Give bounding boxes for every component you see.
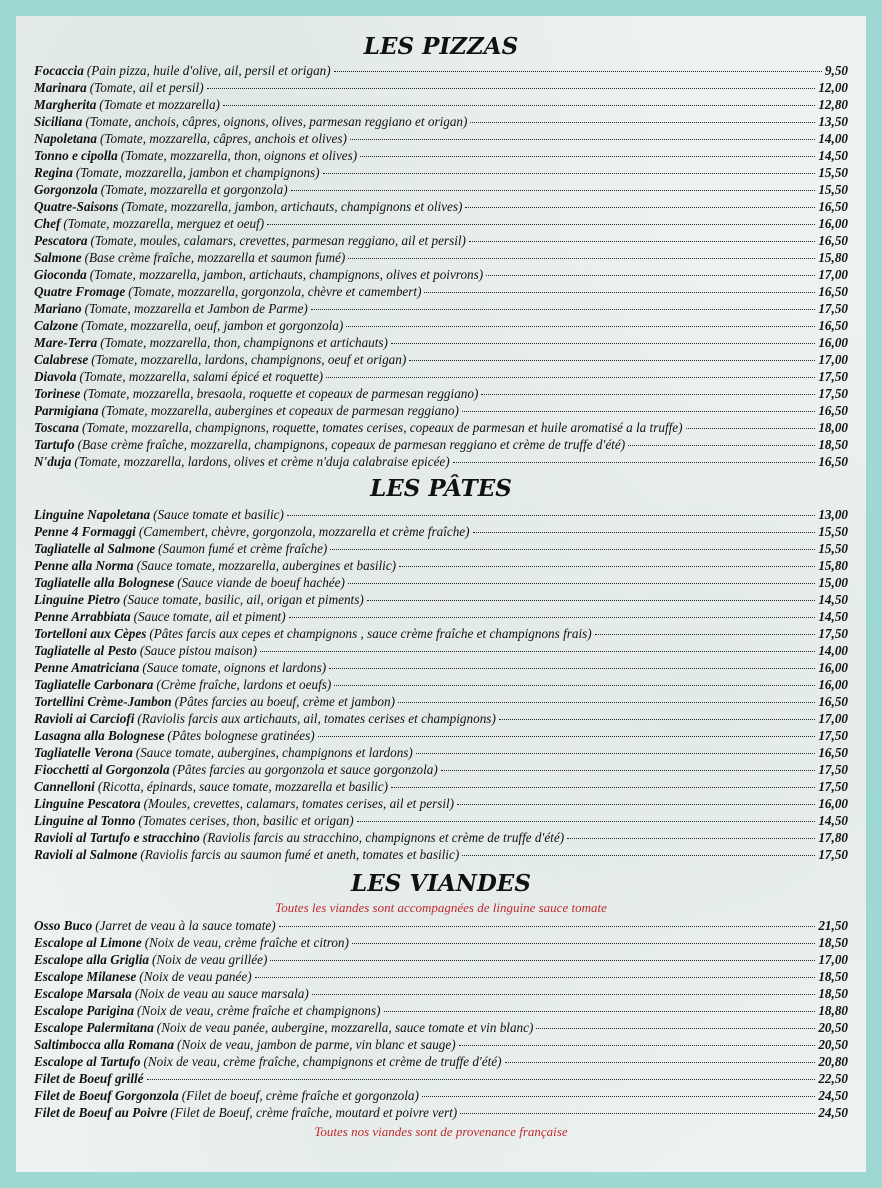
menu-item-description: (Jarret de veau à la sauce tomate) [95, 918, 276, 933]
dot-leader [499, 719, 815, 720]
dot-leader [291, 190, 816, 191]
menu-item-description: (Sauce tomate et basilic) [153, 507, 284, 522]
menu-item-name: Penne Arrabbiata [34, 609, 131, 624]
menu-item [34, 266, 848, 283]
menu-item-name: Linguine Pietro [34, 592, 121, 607]
menu-item-description: (Tomate, mozzarella, câpres, anchois et olives) [100, 131, 347, 146]
menu-item-price: 20,50 [818, 1037, 848, 1052]
menu-item-description: (Sauce viande de boeuf hachée) [177, 575, 345, 590]
menu-item [34, 351, 848, 368]
menu-item [34, 1104, 848, 1121]
menu-item-name: Focaccia [34, 63, 84, 78]
menu-item-price: 14,00 [818, 643, 848, 658]
menu-item-name: Tartufo [34, 437, 75, 452]
dot-leader [357, 821, 816, 822]
menu-item-description: (Tomate, mozzarella et gorgonzola) [100, 182, 288, 197]
menu-item-description: (Raviolis farcis aux artichauts, ail, tomates cerises et champignons) [137, 711, 496, 726]
menu-item-price: 18,00 [818, 420, 848, 435]
menu-item-name: Tagliatelle Verona [34, 745, 133, 760]
dot-leader [391, 787, 815, 788]
menu-item-price: 20,50 [818, 1020, 848, 1035]
menu-item-name: Tonno e cipolla [34, 148, 118, 163]
menu-item-price: 17,80 [818, 830, 848, 845]
menu-item [34, 608, 848, 625]
menu-item [34, 506, 848, 523]
menu-item [34, 249, 848, 266]
menu-item-price: 13,00 [818, 507, 848, 522]
menu-item-name: Gioconda [34, 267, 87, 282]
menu-item [34, 79, 848, 96]
menu-item [34, 164, 848, 181]
menu-item-description: (Tomate, mozzarella, thon, oignons et olives) [120, 148, 358, 163]
menu-item [34, 985, 848, 1002]
menu-item-description: (Tomate, mozzarella, lardons, champignons, oeuf et origan) [91, 352, 407, 367]
menu-item-description: (Sauce tomate, mozzarella, aubergines et basilic) [136, 558, 397, 573]
menu-item-price: 24,50 [818, 1088, 848, 1103]
menu-item-price: 17,50 [818, 301, 848, 316]
dot-leader [312, 994, 816, 995]
menu-item [34, 574, 848, 591]
menu-item-price: 17,50 [818, 847, 848, 862]
menu-item-description: (Tomate, mozzarella, gorgonzola, chèvre et camembert) [128, 284, 422, 299]
menu-item [34, 693, 848, 710]
menu-item-name: Escalope Marsala [34, 986, 132, 1001]
menu-item-name: Tortelloni aux Cèpes [34, 626, 147, 641]
dot-leader [486, 275, 815, 276]
menu-item-name: Cannelloni [34, 779, 95, 794]
menu-item-price: 17,00 [818, 267, 848, 282]
menu-item-name: Penne Amatriciana [34, 660, 140, 675]
menu-item-price: 17,00 [818, 952, 848, 967]
menu-item-price: 9,50 [824, 63, 848, 78]
dot-leader [348, 583, 815, 584]
menu-item-name: Toscana [34, 420, 79, 435]
menu-item [34, 659, 848, 676]
dot-leader [505, 1062, 816, 1063]
dot-leader [323, 173, 816, 174]
viandes-note-top: Toutes les viandes sont accompagnées de linguine sauce tomate [275, 900, 607, 915]
menu-item-name: Ravioli al Salmone [34, 847, 138, 862]
dot-leader [459, 1045, 816, 1046]
menu-item-name: Diavola [34, 369, 77, 384]
dot-leader [470, 122, 815, 123]
dot-leader [207, 88, 816, 89]
menu-item-price: 16,50 [818, 454, 848, 469]
menu-item-description: (Tomate, moules, calamars, crevettes, parmesan reggiano, ail et persil) [90, 233, 466, 248]
menu-item-price: 15,50 [818, 524, 848, 539]
menu-item-description: (Base crème fraîche, mozzarella, champignons, copeaux de parmesan reggiano et crème de truffe d'été) [77, 437, 626, 452]
menu-item-name: Parmigiana [34, 403, 99, 418]
menu-item-price: 17,00 [818, 352, 848, 367]
menu-item-name: Linguine Pescatora [34, 796, 141, 811]
menu-item-name: Saltimbocca alla Romana [34, 1037, 174, 1052]
dot-leader [424, 292, 815, 293]
menu-item [34, 642, 848, 659]
dot-leader [469, 241, 815, 242]
dot-leader [346, 326, 815, 327]
dot-leader [260, 651, 815, 652]
dot-leader [453, 462, 816, 463]
menu-item-description: (Noix de veau panée) [139, 969, 252, 984]
menu-item-description: (Crème fraîche, lardons et oeufs) [156, 677, 332, 692]
menu-item-description: (Noix de veau panée, aubergine, mozzarella, sauce tomate et vin blanc) [156, 1020, 534, 1035]
dot-leader [595, 634, 816, 635]
menu-item-price: 16,00 [818, 660, 848, 675]
dot-leader [348, 258, 815, 259]
dot-leader [352, 943, 815, 944]
menu-item-description: (Tomate, mozzarella, lardons, olives et crème n'duja calabraise epicée) [74, 454, 450, 469]
menu-item-price: 12,80 [818, 97, 848, 112]
menu-item-description: (Tomate et mozzarella) [99, 97, 220, 112]
menu-item-price: 17,50 [818, 728, 848, 743]
menu-item-price: 17,00 [818, 711, 848, 726]
menu-item-price: 15,80 [818, 250, 848, 265]
menu-item-price: 14,50 [818, 609, 848, 624]
menu-item-name: Napoletana [34, 131, 98, 146]
menu-item-name: Tortellini Crème-Jambon [34, 694, 172, 709]
menu-item-price: 14,50 [818, 813, 848, 828]
section-title-viandes: LES VIANDES [351, 870, 531, 897]
menu-item-price: 14,50 [818, 592, 848, 607]
menu-item-description: (Moules, crevettes, calamars, tomates cerises, ail et persil) [143, 796, 455, 811]
dot-leader [367, 600, 816, 601]
menu-item-name: Filet de Boeuf Gorgonzola [34, 1088, 179, 1103]
dot-leader [473, 532, 816, 533]
menu-item [34, 1036, 848, 1053]
menu-item [34, 147, 848, 164]
menu-item [34, 1019, 848, 1036]
menu-item-name: Lasagna alla Bolognese [34, 728, 165, 743]
meat-list [34, 917, 848, 1121]
menu-item-description: (Camembert, chèvre, gorgonzola, mozzarella et crème fraîche) [138, 524, 470, 539]
menu-item-description: (Tomates cerises, thon, basilic et origan) [138, 813, 354, 828]
menu-item [34, 198, 848, 215]
dot-leader [289, 617, 816, 618]
menu-item-description: (Noix de veau, crème fraîche, champignons et crème de truffe d'été) [143, 1054, 502, 1069]
menu-item-price: 15,50 [818, 182, 848, 197]
dot-leader [391, 343, 815, 344]
menu-item [34, 215, 848, 232]
menu-item-name: Quatre Fromage [34, 284, 126, 299]
menu-item-name: Chef [34, 216, 61, 231]
menu-item-description: (Pain pizza, huile d'olive, ail, persil et origan) [86, 63, 331, 78]
menu-item-name: Calabrese [34, 352, 89, 367]
menu-item-name: Fiocchetti al Gorgonzola [34, 762, 170, 777]
menu-item [34, 300, 848, 317]
menu-item [34, 130, 848, 147]
menu-item-price: 12,00 [818, 80, 848, 95]
menu-item-description: (Sauce tomate, basilic, ail, origan et piments) [123, 592, 364, 607]
menu-item-name: Gorgonzola [34, 182, 98, 197]
menu-item-price: 16,50 [818, 403, 848, 418]
menu-item [34, 62, 848, 79]
menu-item-name: N'duja [34, 454, 72, 469]
menu-item-price: 16,50 [818, 233, 848, 248]
menu-item [34, 232, 848, 249]
dot-leader [409, 360, 815, 361]
menu-item-description: (Sauce tomate, aubergines, champignons et lardons) [135, 745, 413, 760]
menu-item-price: 21,50 [818, 918, 848, 933]
menu-item-description: (Tomate, mozzarella et Jambon de Parme) [84, 301, 308, 316]
menu-item-description: (Pâtes farcies au gorgonzola et sauce gorgonzola) [172, 762, 438, 777]
menu-item-name: Mare-Terra [34, 335, 98, 350]
menu-item-description: (Filet de boeuf, crème fraîche et gorgonzola) [181, 1088, 419, 1103]
menu-item [34, 1087, 848, 1104]
menu-item-name: Penne 4 Formaggi [34, 524, 136, 539]
menu-item [34, 968, 848, 985]
dot-leader [422, 1096, 815, 1097]
menu-item-description: (Tomate, mozzarella, oeuf, jambon et gorgonzola) [80, 318, 344, 333]
dot-leader [267, 224, 815, 225]
menu-item-description: (Sauce tomate, oignons et lardons) [142, 660, 327, 675]
menu-item-price: 16,50 [818, 318, 848, 333]
menu-item [34, 812, 848, 829]
menu-item-description: (Noix de veau, jambon de parme, vin blanc et sauge) [176, 1037, 456, 1052]
menu-item [34, 727, 848, 744]
dot-leader [462, 411, 815, 412]
menu-item-description: (Noix de veau, crème fraîche et champignons) [137, 1003, 381, 1018]
menu-item [34, 385, 848, 402]
menu-item [34, 846, 848, 863]
menu-item-price: 16,50 [818, 284, 848, 299]
menu-item-description: (Sauce pistou maison) [139, 643, 258, 658]
menu-item-description: (Noix de veau grillée) [152, 952, 268, 967]
menu-item-name: Quatre-Saisons [34, 199, 119, 214]
menu-item-description: (Saumon fumé et crème fraîche) [158, 541, 328, 556]
menu-item [34, 795, 848, 812]
menu-item-name: Calzone [34, 318, 78, 333]
menu-item [34, 113, 848, 130]
menu-item-description: (Tomate, ail et persil) [89, 80, 204, 95]
section-title-pizzas: LES PIZZAS [363, 33, 519, 60]
menu-item [34, 744, 848, 761]
menu-item-description: (Tomate, mozzarella, jambon, artichauts, champignons et olives) [121, 199, 463, 214]
menu-item [34, 453, 848, 470]
menu-item-name: Regina [34, 165, 73, 180]
menu-item [34, 419, 848, 436]
menu-item-description: (Tomate, mozzarella, merguez et oeuf) [63, 216, 265, 231]
menu-item [34, 368, 848, 385]
menu-item-name: Filet de Boeuf au Poivre [34, 1105, 168, 1120]
menu-item [34, 317, 848, 334]
menu-item-description: (Tomate, mozzarella, thon, champignons et artichauts) [100, 335, 388, 350]
menu-item-price: 15,50 [818, 541, 848, 556]
menu-item-name: Tagliatelle al Pesto [34, 643, 137, 658]
menu-item-price: 16,00 [818, 796, 848, 811]
menu-item [34, 283, 848, 300]
menu-item [34, 591, 848, 608]
menu-item-name: Linguine al Tonno [34, 813, 136, 828]
dot-leader [567, 838, 815, 839]
section-title-pates: LES PÂTES [370, 475, 512, 502]
menu-item-name: Pescatora [34, 233, 88, 248]
menu-item [34, 557, 848, 574]
menu-item-description: (Pâtes farcis aux cepes et champignons , sauce crème fraîche et champignons frais) [149, 626, 592, 641]
menu-page [16, 16, 866, 1172]
menu-item-description: (Noix de veau au sauce marsala) [134, 986, 309, 1001]
dot-leader [457, 804, 815, 805]
menu-item-price: 16,00 [818, 335, 848, 350]
menu-item [34, 96, 848, 113]
menu-item-price: 16,50 [818, 745, 848, 760]
menu-item-name: Marinara [34, 80, 87, 95]
menu-item-description: (Raviolis farcis au saumon fumé et aneth, tomates et basilic) [140, 847, 460, 862]
menu-item [34, 334, 848, 351]
menu-item-description: (Filet de Boeuf, crème fraîche, moutard et poivre vert) [170, 1105, 458, 1120]
menu-item-price: 17,50 [818, 386, 848, 401]
menu-item-price: 16,00 [818, 677, 848, 692]
menu-item-name: Escalope Parigina [34, 1003, 135, 1018]
menu-item-name: Escalope Milanese [34, 969, 137, 984]
menu-item-name: Siciliana [34, 114, 83, 129]
menu-item-name: Filet de Boeuf grillé [34, 1071, 144, 1086]
menu-item-name: Ravioli ai Carciofi [34, 711, 135, 726]
menu-item [34, 951, 848, 968]
menu-item-name: Margherita [34, 97, 97, 112]
menu-item-price: 15,00 [818, 575, 848, 590]
menu-item-name: Mariano [34, 301, 82, 316]
menu-item-description: (Pâtes farcies au boeuf, crème et jambon) [174, 694, 395, 709]
menu-item-price: 17,50 [818, 626, 848, 641]
menu-item [34, 1053, 848, 1070]
menu-item-name: Escalope Palermitana [34, 1020, 154, 1035]
menu-item-name: Escalope al Tartufo [34, 1054, 141, 1069]
menu-item-price: 16,50 [818, 199, 848, 214]
menu-item-name: Penne alla Norma [34, 558, 134, 573]
dot-leader [147, 1079, 816, 1080]
menu-item-price: 16,00 [818, 216, 848, 231]
menu-item [34, 829, 848, 846]
menu-item-description: (Base crème fraîche, mozzarella et saumon fumé) [84, 250, 346, 265]
dot-leader [329, 668, 815, 669]
menu-item [34, 934, 848, 951]
dot-leader [481, 394, 815, 395]
dot-leader [330, 549, 815, 550]
menu-item [34, 625, 848, 642]
dot-leader [287, 515, 815, 516]
menu-item-name: Osso Buco [34, 918, 93, 933]
menu-item-price: 13,50 [818, 114, 848, 129]
menu-item-price: 20,80 [818, 1054, 848, 1069]
menu-item-description: (Sauce tomate, ail et piment) [133, 609, 286, 624]
menu-item-price: 15,80 [818, 558, 848, 573]
dot-leader [255, 977, 816, 978]
dot-leader [279, 926, 816, 927]
menu-item [34, 917, 848, 934]
menu-item-price: 18,50 [818, 969, 848, 984]
menu-item-name: Ravioli al Tartufo e stracchino [34, 830, 200, 845]
menu-item [34, 523, 848, 540]
menu-item-name: Linguine Napoletana [34, 507, 151, 522]
menu-item-description: (Tomate, mozzarella, bresaola, roquette et copeaux de parmesan reggiano) [83, 386, 479, 401]
menu-item [34, 436, 848, 453]
dot-leader [350, 139, 815, 140]
menu-item-name: Tagliatelle Carbonara [34, 677, 154, 692]
menu-item-price: 18,80 [818, 1003, 848, 1018]
menu-item [34, 181, 848, 198]
menu-item [34, 778, 848, 795]
dot-leader [360, 156, 815, 157]
menu-item-description: (Ricotta, épinards, sauce tomate, mozzarella et basilic) [97, 779, 389, 794]
menu-item-price: 14,50 [818, 148, 848, 163]
dot-leader [318, 736, 816, 737]
menu-item-name: Salmone [34, 250, 82, 265]
menu-item [34, 402, 848, 419]
menu-item-name: Torinese [34, 386, 81, 401]
viandes-note-bottom: Toutes nos viandes sont de provenance française [314, 1124, 568, 1139]
dot-leader [223, 105, 815, 106]
menu-item-description: (Tomate, mozzarella, jambon, artichauts, champignons, olives et poivrons) [89, 267, 484, 282]
dot-leader [398, 702, 815, 703]
menu-item-price: 18,50 [818, 935, 848, 950]
dot-leader [326, 377, 815, 378]
menu-item-description: (Pâtes bolognese gratinées) [167, 728, 315, 743]
menu-item-price: 17,50 [818, 762, 848, 777]
menu-item [34, 1070, 848, 1087]
menu-item-description: (Tomate, anchois, câpres, oignons, olives, parmesan reggiano et origan) [85, 114, 468, 129]
pasta-list [34, 506, 848, 863]
menu-item [34, 676, 848, 693]
dot-leader [384, 1011, 816, 1012]
dot-leader [536, 1028, 815, 1029]
dot-leader [686, 428, 816, 429]
menu-item [34, 710, 848, 727]
menu-item-description: (Tomate, mozzarella, champignons, roquette, tomates cerises, copeaux de parmesan et huile aromatisé a la truffe) [81, 420, 683, 435]
menu-item-price: 18,50 [818, 986, 848, 1001]
dot-leader [311, 309, 816, 310]
menu-item-price: 16,50 [818, 694, 848, 709]
menu-item-price: 14,00 [818, 131, 848, 146]
dot-leader [334, 685, 815, 686]
dot-leader [399, 566, 815, 567]
menu-item-description: (Tomate, mozzarella, jambon et champignons) [75, 165, 320, 180]
menu-item-description: (Tomate, mozzarella, salami épicé et roquette) [79, 369, 324, 384]
menu-item-description: (Tomate, mozzarella, aubergines et copeaux de parmesan reggiano) [101, 403, 459, 418]
menu-item-name: Tagliatelle al Salmone [34, 541, 156, 556]
menu-item-description: (Raviolis farcis au stracchino, champignons et crème de truffe d'été) [202, 830, 565, 845]
dot-leader [416, 753, 816, 754]
dot-leader [465, 207, 815, 208]
menu-item-price: 22,50 [818, 1071, 848, 1086]
menu-item-name: Escalope al Limone [34, 935, 142, 950]
menu-item-price: 15,50 [818, 165, 848, 180]
menu-item [34, 540, 848, 557]
menu-item-price: 17,50 [818, 779, 848, 794]
dot-leader [462, 855, 815, 856]
dot-leader [270, 960, 815, 961]
menu-item [34, 1002, 848, 1019]
pizza-list [34, 62, 848, 470]
dot-leader [628, 445, 815, 446]
dot-leader [441, 770, 816, 771]
menu-item-price: 18,50 [818, 437, 848, 452]
dot-leader [460, 1113, 815, 1114]
menu-item-price: 24,50 [818, 1105, 848, 1120]
menu-item [34, 761, 848, 778]
menu-item-price: 17,50 [818, 369, 848, 384]
menu-item-description: (Noix de veau, crème fraîche et citron) [144, 935, 349, 950]
menu-item-name: Tagliatelle alla Bolognese [34, 575, 175, 590]
menu-item-name: Escalope alla Griglia [34, 952, 150, 967]
dot-leader [334, 71, 822, 72]
